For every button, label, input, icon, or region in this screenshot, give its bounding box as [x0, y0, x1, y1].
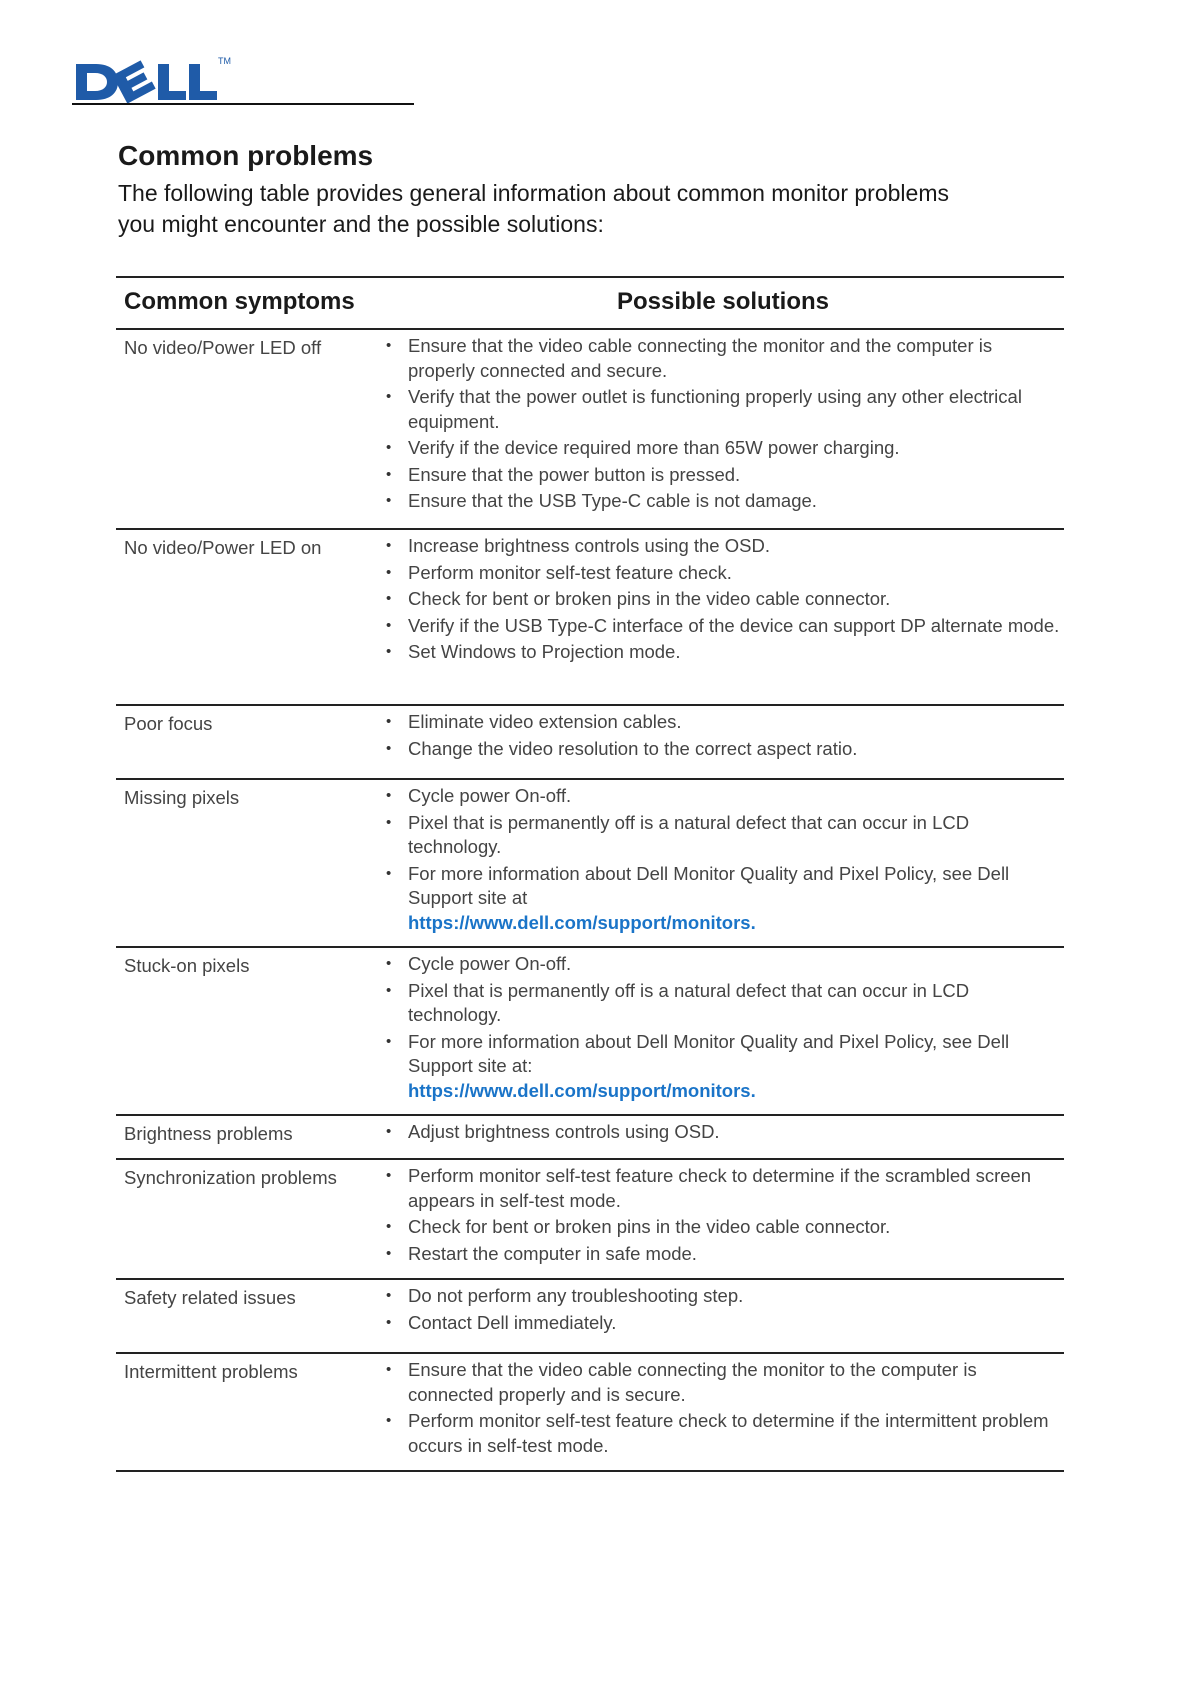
- solutions-cell: [382, 529, 1064, 705]
- solution-item: • Ensure that the video cable connecting the monitor and the computer is properly connected and secure.: [408, 334, 1060, 383]
- symptom-cell: No video/Power LED on: [116, 529, 382, 705]
- solution-item: • Ensure that the USB Type-C cable is not damage.: [408, 489, 1060, 514]
- solution-item: • Ensure that the power button is pressed.: [408, 463, 1060, 488]
- solution-item: • Adjust brightness controls using OSD.: [408, 1120, 1060, 1145]
- table-row: [116, 1279, 1064, 1353]
- solution-list: [382, 534, 1060, 665]
- solutions-cell: [382, 779, 1064, 947]
- solution-text: For more information about Dell Monitor Quality and Pixel Policy, see Dell Support site at: [408, 862, 1010, 908]
- solutions-cell: [382, 329, 1064, 529]
- dell-support-link[interactable]: https://www.dell.com/support/monitors.: [408, 911, 756, 933]
- solution-item: • Perform monitor self-test feature check to determine if the intermittent problem occurs in self-test mode.: [408, 1409, 1060, 1458]
- header-common-symptoms: Common symptoms: [116, 277, 382, 329]
- symptom-cell: No video/Power LED off: [116, 329, 382, 529]
- solution-item: • Perform monitor self-test feature check.: [408, 561, 1060, 586]
- solutions-cell: [382, 1353, 1064, 1471]
- solution-list: [382, 784, 1060, 935]
- dell-logo-icon: [74, 56, 234, 104]
- page-title: Common problems: [118, 140, 374, 171]
- solution-item: • Check for bent or broken pins in the video cable connector.: [408, 587, 1060, 612]
- symptom-cell: Brightness problems: [116, 1115, 382, 1159]
- dell-logo: [74, 56, 234, 104]
- solution-list: [382, 1284, 1060, 1335]
- solution-item: • Pixel that is permanently off is a natural defect that can occur in LCD technology.: [408, 979, 1060, 1028]
- solution-item: • Contact Dell immediately.: [408, 1311, 1060, 1336]
- symptom-cell: Poor focus: [116, 705, 382, 779]
- solution-item: • Cycle power On-off.: [408, 784, 1060, 809]
- table-header-row: [116, 277, 1064, 329]
- dell-support-link[interactable]: https://www.dell.com/support/monitors.: [408, 1079, 756, 1101]
- solution-list: [382, 952, 1060, 1103]
- table-row: [116, 705, 1064, 779]
- solution-list: [382, 1358, 1060, 1458]
- solution-item: • Do not perform any troubleshooting step.: [408, 1284, 1060, 1309]
- table-row: [116, 529, 1064, 705]
- solution-list: [382, 710, 1060, 761]
- solutions-cell: [382, 1279, 1064, 1353]
- trademark-mark: TM: [218, 56, 231, 66]
- solution-item: • Ensure that the video cable connecting the monitor to the computer is connected properly and is secure.: [408, 1358, 1060, 1407]
- solution-item: • Eliminate video extension cables.: [408, 710, 1060, 735]
- table-row: [116, 329, 1064, 529]
- solution-item: [408, 862, 1060, 936]
- intro-line-1: The following table provides general information about common monitor problems: [118, 180, 949, 206]
- symptom-cell: Safety related issues: [116, 1279, 382, 1353]
- symptom-cell: Intermittent problems: [116, 1353, 382, 1471]
- intro-paragraph: [118, 178, 1078, 240]
- solution-list: [382, 334, 1060, 514]
- solutions-cell: [382, 1159, 1064, 1279]
- table-row: [116, 947, 1064, 1115]
- solution-item: • Set Windows to Projection mode.: [408, 640, 1060, 665]
- solution-text: For more information about Dell Monitor Quality and Pixel Policy, see Dell Support site at:: [408, 1030, 1010, 1076]
- problems-table: [116, 276, 1064, 1472]
- solution-item: • Verify if the USB Type-C interface of the device can support DP alternate mode.: [408, 614, 1060, 639]
- table-row: [116, 1115, 1064, 1159]
- solution-item: • Change the video resolution to the correct aspect ratio.: [408, 737, 1060, 762]
- symptom-cell: Synchronization problems: [116, 1159, 382, 1279]
- solutions-cell: [382, 705, 1064, 779]
- solution-item: [408, 1030, 1060, 1104]
- solution-item: • Restart the computer in safe mode.: [408, 1242, 1060, 1267]
- solution-item: • Increase brightness controls using the OSD.: [408, 534, 1060, 559]
- table-row: [116, 1159, 1064, 1279]
- symptom-cell: Missing pixels: [116, 779, 382, 947]
- solution-list: [382, 1164, 1060, 1266]
- solution-list: [382, 1120, 1060, 1145]
- solution-item: • Check for bent or broken pins in the video cable connector.: [408, 1215, 1060, 1240]
- table-row: [116, 1353, 1064, 1471]
- header-rule: [72, 103, 414, 105]
- solution-item: • Cycle power On-off.: [408, 952, 1060, 977]
- header-possible-solutions: Possible solutions: [382, 277, 1064, 329]
- solution-item: • Verify if the device required more than 65W power charging.: [408, 436, 1060, 461]
- solution-item: • Perform monitor self-test feature check to determine if the scrambled screen appears in self-test mode.: [408, 1164, 1060, 1213]
- solutions-cell: [382, 1115, 1064, 1159]
- symptom-cell: Stuck-on pixels: [116, 947, 382, 1115]
- solution-item: • Verify that the power outlet is functioning properly using any other electrical equipment.: [408, 385, 1060, 434]
- solutions-cell: [382, 947, 1064, 1115]
- intro-line-2: you might encounter and the possible solutions:: [118, 211, 604, 237]
- table-row: [116, 779, 1064, 947]
- solution-item: • Pixel that is permanently off is a natural defect that can occur in LCD technology.: [408, 811, 1060, 860]
